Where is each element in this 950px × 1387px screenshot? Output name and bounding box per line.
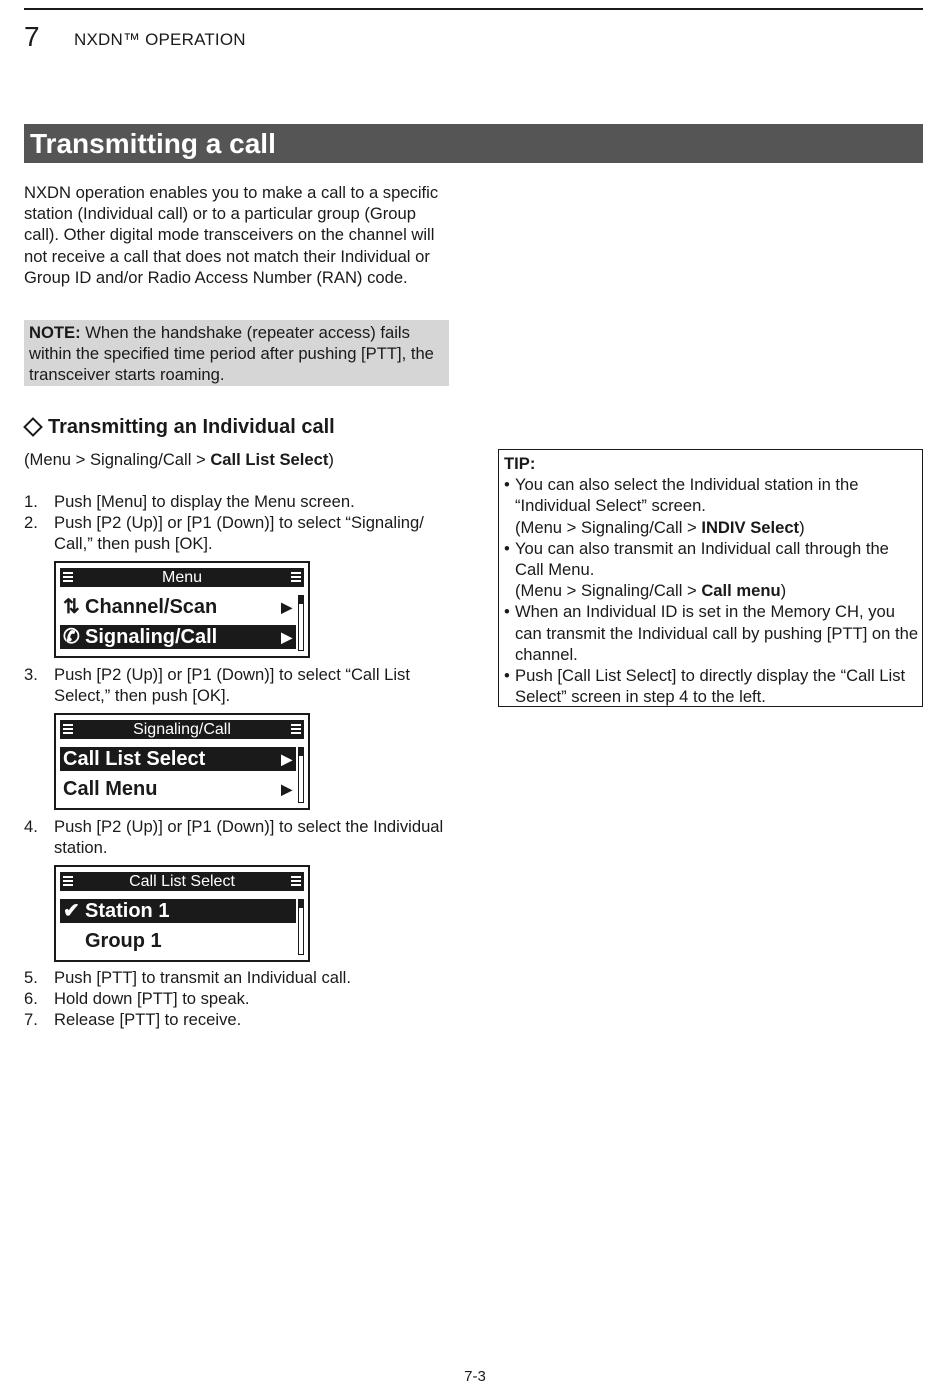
lcd-scroll-thumb [299,596,303,604]
note-label: NOTE: [29,323,81,342]
lcd-scroll-thumb [299,900,303,908]
lcd-row-label: Station 1 [85,900,170,922]
menu-path [24,449,334,470]
intro-paragraph: NXDN operation enables you to make a call to a specific station (Individual call) or to a particular group (Group call). Other digital mode transceivers on the channel will not receive a call that does not match their Individual or Group ID and/or Radio Access Number (RAN) code. [24,183,439,287]
lcd-header-text: Call List Select [129,873,235,890]
step-number: 3. [24,665,38,684]
step-text: Push [P2 (Up)] or [P1 (Down)] to select “Call List Select,” then push [OK]. [54,665,410,706]
tip-path-suffix: ) [780,581,787,601]
battery-bars-icon [291,724,301,736]
battery-bars-icon [291,572,301,584]
bullet: • [504,475,510,495]
lcd-row-label: Signaling/Call [85,626,218,648]
lcd-header [60,720,304,739]
signal-bars-icon [63,572,73,584]
signal-bars-icon [63,876,73,888]
step [24,491,454,512]
step [24,664,454,706]
lcd-header [60,872,304,891]
step [24,988,454,1009]
lcd-row-selected [60,747,296,771]
lcd-header-text: Menu [161,569,203,586]
tip-path-bold: INDIV Select [701,517,800,537]
tip-text: When an Individual ID is set in the Memory CH, you can transmit the Individual call by pushing [PTT] on the channel. [515,602,919,664]
tip-text: You can also select the Individual station in the “Individual Select” screen. [515,475,859,516]
step [24,967,454,988]
menu-path-prefix: (Menu > Signaling/Call > [24,450,211,469]
channel-scan-icon: ⇅ [63,596,80,618]
step [24,816,454,858]
tip-item [504,474,922,538]
steps-group-1 [24,491,454,555]
lcd-scrollbar [298,899,304,955]
tip-title: TIP: [504,454,536,473]
step-number: 7. [24,1010,38,1030]
lcd-row-label: Group 1 [85,930,162,952]
lcd-scrollbar [298,747,304,803]
bullet: • [504,666,510,686]
lcd-row-label: Call List Select [63,748,206,770]
tip-box [498,449,923,707]
menu-path-bold: Call List Select [210,450,329,469]
lcd-screen-call-list-select [54,865,310,962]
lcd-header-text: Signaling/Call [133,721,231,738]
step-number: 4. [24,817,38,836]
lcd-row-label: Call Menu [63,778,158,800]
lcd-row [60,595,296,619]
step-text: Release [PTT] to receive. [54,1010,242,1030]
lcd-row-label: Channel/Scan [85,596,218,618]
tip-path-bold: Call menu [701,581,781,601]
lcd-screen-signaling-call [54,713,310,810]
lcd-row-selected [60,625,296,649]
tip-path-prefix: (Menu > Signaling/Call > [515,517,702,537]
note-text: When the handshake (repeater access) fails within the specified time period after pushing [PTT], the transceiver starts roaming. [29,323,434,385]
arrow-right-icon: ▶ [281,751,292,767]
tip-text: Push [Call List Select] to directly display the “Call List Select” screen in step 4 to the left. [515,666,906,707]
tip-path-prefix: (Menu > Signaling/Call > [515,581,702,601]
tip-item [504,665,922,707]
note-box [24,320,449,386]
lcd-screen-menu [54,561,310,658]
step [24,512,454,554]
arrow-right-icon: ▶ [281,629,292,645]
section-title: Transmitting a call [24,124,923,163]
lcd-scrollbar [298,595,304,651]
step-number: 5. [24,968,38,987]
lcd-row [60,777,296,801]
step-number: 1. [24,492,38,511]
step-number: 6. [24,989,38,1009]
lcd-header [60,568,304,587]
phone-icon: ✆ [63,626,80,648]
step-text: Push [PTT] to transmit an Individual call. [54,968,351,987]
bullet: • [504,602,510,622]
step-text: Hold down [PTT] to speak. [54,989,250,1009]
checkmark-icon: ✔ [63,900,80,922]
menu-path-suffix: ) [328,450,334,469]
chapter-title: NXDN™ OPERATION [74,30,246,49]
subsection-title-text: Transmitting an Individual call [48,416,335,438]
lcd-row [60,929,296,953]
arrow-right-icon: ▶ [281,781,292,797]
step-text: Push [Menu] to display the Menu screen. [54,492,355,511]
bullet: • [504,538,510,558]
step-text: Push [P2 (Up)] or [P1 (Down)] to select “Signaling/ Call,” then push [OK]. [54,513,424,554]
step-number: 2. [24,513,38,533]
arrow-right-icon: ▶ [281,599,292,615]
lcd-scroll-thumb [299,748,303,756]
steps-group-3 [24,816,454,858]
tip-item [504,538,922,602]
header-rule [24,8,923,10]
steps-group-2 [24,664,454,706]
diamond-icon [23,417,43,437]
chapter-number: 7 [24,21,40,52]
step-text: Push [P2 (Up)] or [P1 (Down)] to select the Individual station. [54,817,444,858]
tip-path-suffix: ) [799,517,805,537]
page-number: 7-3 [464,1368,486,1385]
signal-bars-icon [63,724,73,736]
battery-bars-icon [291,876,301,888]
tip-text: You can also transmit an Individual call through the Call Menu. [515,538,889,580]
tip-item [504,601,922,665]
subsection-title [24,414,335,440]
step [24,1009,454,1030]
steps-group-4 [24,967,454,1031]
lcd-row-selected [60,899,296,923]
